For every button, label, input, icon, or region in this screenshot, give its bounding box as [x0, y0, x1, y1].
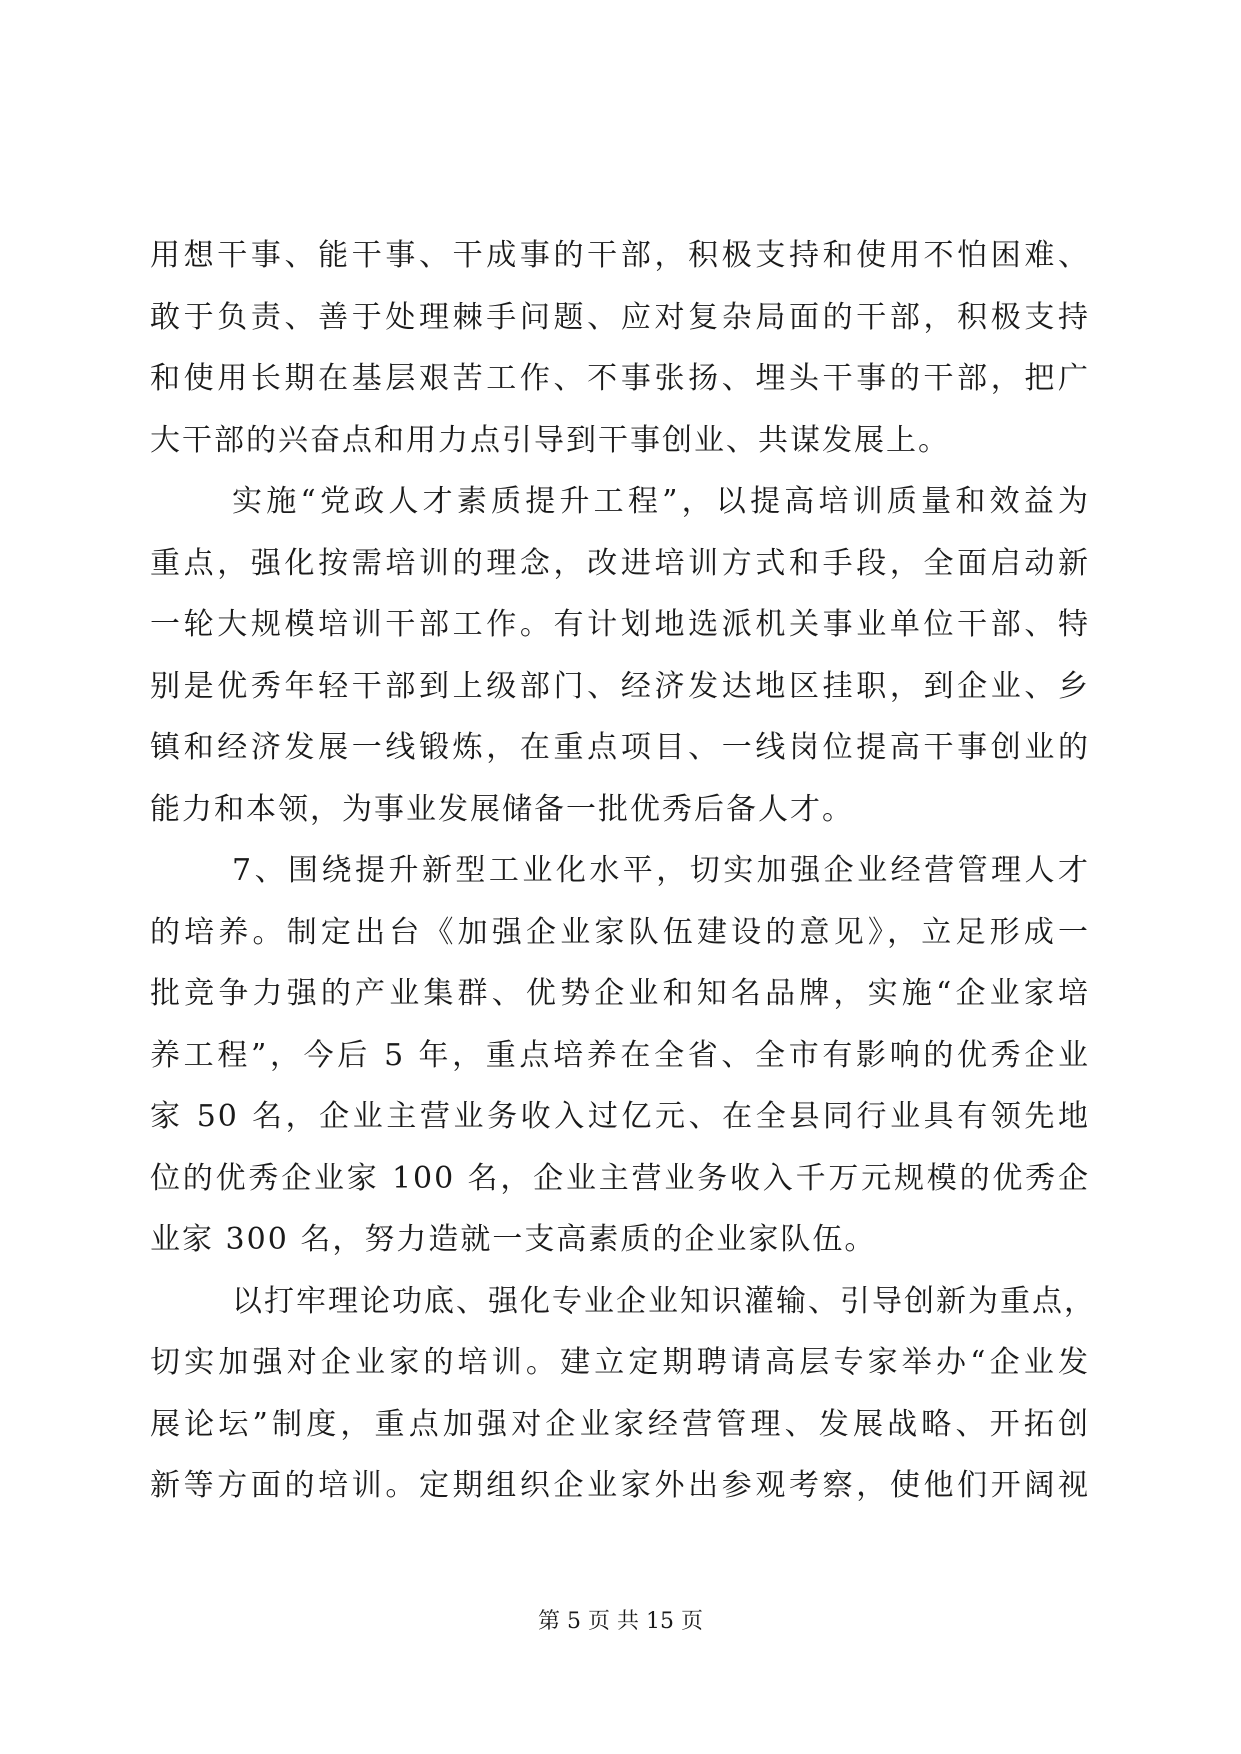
text-line: 批竞争力强的产业集群、优势企业和知名品牌，实施“企业家培 — [150, 976, 1090, 1011]
text-line: 一轮大规模培训干部工作。有计划地选派机关事业单位干部、特 — [150, 607, 1090, 642]
paragraph — [150, 225, 1090, 471]
text-line: 的培养。制定出台《加强企业家队伍建设的意见》，立足形成一 — [150, 914, 1090, 950]
paragraph — [150, 1271, 1096, 1517]
text-line: 重点，强化按需培训的理念，改进培训方式和手段，全面启动新 — [150, 545, 1090, 581]
text-line: 切实加强对企业家的培训。建立定期聘请高层专家举办“企业发 — [150, 1345, 1090, 1380]
text-line: 敢于负责、善于处理棘手问题、应对复杂局面的干部，积极支持 — [150, 299, 1090, 335]
text-line: 实施“党政人才素质提升工程”，以提高培训质量和效益为 — [232, 484, 1090, 519]
text-line: 养工程”，今后 5 年，重点培养在全省、全市有影响的优秀企业 — [150, 1037, 1090, 1073]
text-line: 位的优秀企业家 100 名，企业主营业务收入千万元规模的优秀企 — [150, 1160, 1090, 1196]
paragraph — [150, 840, 1090, 1271]
text-line: 别是优秀年轻干部到上级部门、经济发达地区挂职，到企业、乡 — [150, 668, 1090, 704]
text-line: 以打牢理论功底、强化专业企业知识灌输、引导创新为重点， — [232, 1283, 1096, 1319]
paragraph — [150, 471, 1090, 840]
text-line: 业家 300 名，努力造就一支高素质的企业家队伍。 — [150, 1222, 877, 1257]
body-text — [150, 225, 1096, 1517]
text-line: 镇和经济发展一线锻炼，在重点项目、一线岗位提高干事创业的 — [150, 730, 1090, 765]
text-line: 展论坛”制度，重点加强对企业家经营管理、发展战略、开拓创 — [150, 1406, 1090, 1442]
text-line: 和使用长期在基层艰苦工作、不事张扬、埋头干事的干部，把广 — [150, 361, 1090, 396]
text-line: 用想干事、能干事、干成事的干部，积极支持和使用不怕困难、 — [150, 238, 1090, 273]
page-footer — [0, 1607, 1241, 1637]
text-line: 7、围绕提升新型工业化水平，切实加强企业经营管理人才 — [232, 853, 1090, 888]
text-line: 家 50 名，企业主营业务收入过亿元、在全县同行业具有领先地 — [150, 1099, 1090, 1134]
text-line: 大干部的兴奋点和用力点引导到干事创业、共谋发展上。 — [150, 422, 950, 458]
text-line: 新等方面的培训。定期组织企业家外出参观考察，使他们开阔视 — [150, 1468, 1090, 1503]
text-line: 能力和本领，为事业发展储备一批优秀后备人才。 — [150, 791, 854, 827]
page-number: 第 5 页 共 15 页 — [538, 1609, 703, 1634]
